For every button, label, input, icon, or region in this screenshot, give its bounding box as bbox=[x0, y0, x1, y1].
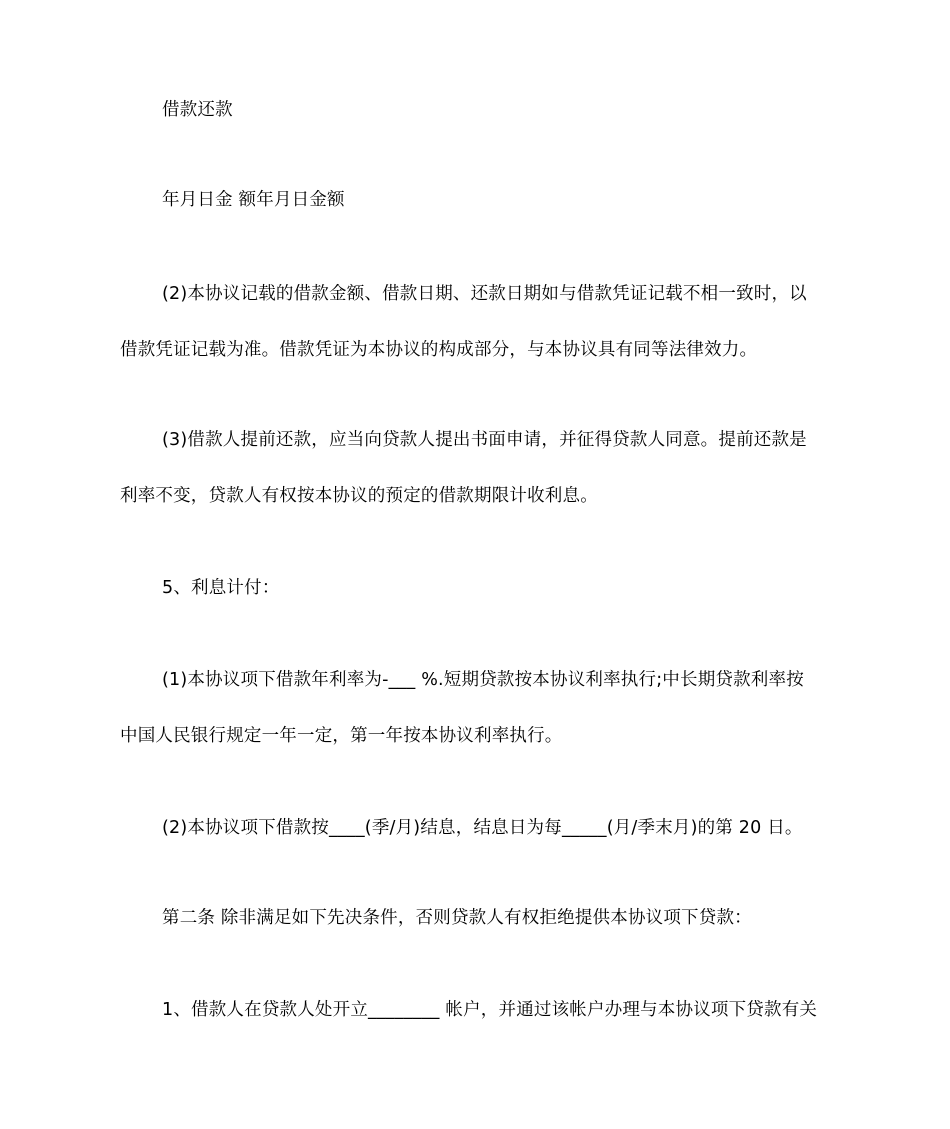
paragraph-2-line-1: (2)本协议记载的借款金额、借款日期、还款日期如与借款凭证记载不相一致时，以 bbox=[162, 284, 807, 304]
paragraph-3-line-1: (3)借款人提前还款，应当向贷款人提出书面申请，并征得贷款人同意。提前还款是 bbox=[162, 430, 807, 450]
article-2-clause-1: 1、借款人在贷款人处开立________ 帐户，并通过该帐户办理与本协议项下贷款有关 bbox=[162, 1000, 818, 1020]
repayment-table-header: 借款还款 bbox=[162, 100, 233, 120]
interest-clause-1-line-2: 中国人民银行规定一年一定，第一年按本协议利率执行。 bbox=[120, 726, 563, 746]
interest-clause-2: (2)本协议项下借款按____(季/月)结息，结息日为每_____(月/季末月)的第 20 日。 bbox=[162, 818, 803, 838]
article-2-heading: 第二条 除非满足如下先决条件，否则贷款人有权拒绝提供本协议项下贷款： bbox=[162, 908, 752, 928]
paragraph-2-line-2: 借款凭证记载为准。借款凭证为本协议的构成部分，与本协议具有同等法律效力。 bbox=[120, 340, 758, 360]
paragraph-3-line-2: 利率不变，贷款人有权按本协议的预定的借款期限计收利息。 bbox=[120, 486, 598, 506]
section-5-heading: 5、利息计付： bbox=[162, 578, 280, 598]
repayment-table-columns: 年月日金 额年月日金额 bbox=[162, 190, 345, 210]
interest-clause-1-line-1: (1)本协议项下借款年利率为-___ %.短期贷款按本协议利率执行;中长期贷款利率按 bbox=[162, 670, 804, 690]
